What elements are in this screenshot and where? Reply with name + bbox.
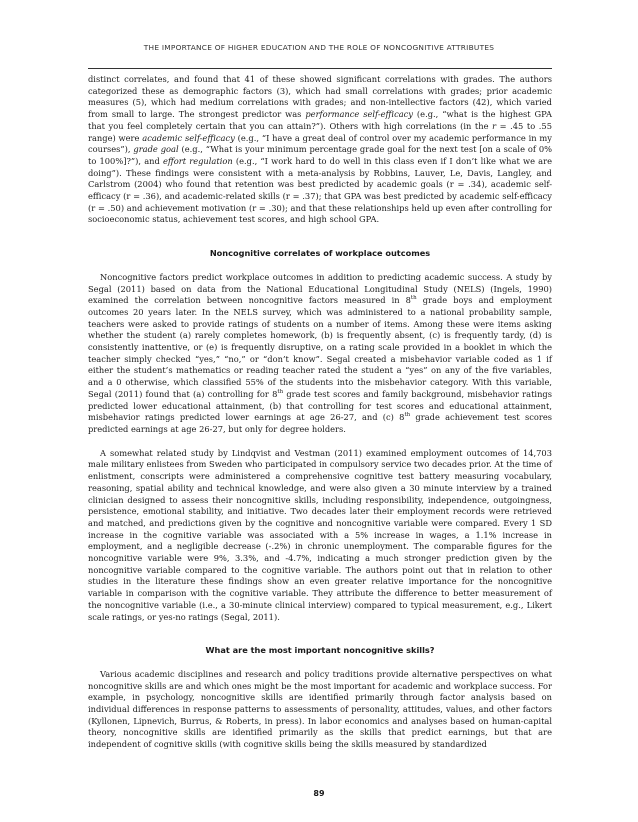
page-number: 89 (313, 789, 325, 798)
header-rule (88, 68, 552, 69)
paragraph-3: A somewhat related study by Lindqvist and Vestman (2011) examined employment outcomes of 14,703 male military enlistees from Sweden who participated in compulsory service two decades prior. At the time of enlistment, conscripts were administered a comprehensive cognitive test battery measuring vocabulary, reasoning, spatial ability and technical knowledge, and were also given a 30 minute interview by a trained clinician designed to assess their noncognitive skills, including responsibility, independence, outgoingness, persistence, emotional stability, and initiative. Two decades later their employment records were retrieved and matched, and predictions given by the cognitive and noncognitive variable were compared. Every 1 SD increase in the cognitive variable was associated with a 5% increase in wages, a 1.1% increase in employment, and a negligible decrease (-.2%) in chronic unemployment. The comparable figures for the noncognitive variable were 9%, 3.3%, and -4.7%, indicating a much stronger prediction given by the noncognitive variable compared to the cognitive variable. The authors point out that in relation to other studies in the literature these findings show an even greater relative importance for the noncognitive variable in comparison with the cognitive variable. They attribute the difference to better measurement of the noncognitive variable (i.e., a 30-minute clinical interview) compared to typical measurement, e.g., Likert scale ratings, or yes-no ratings (Segal, 2011). (88, 447, 552, 622)
paragraph-2: Noncognitive factors predict workplace outcomes in addition to predicting academic success. A study by Segal (2011) based on data from the National Educational Longitudinal Study (NELS) (Ingels, 1990) examined the correlation between noncognitive factors measured in 8th grade boys and employment outcomes 20 years later. In the NELS survey, which was administered to a national probability sample, teachers were asked to provide ratings of students on a number of items. Among these were items asking whether the student (a) rarely completes homework, (b) is frequently absent, (c) is frequently tardy, (d) is consistently inattentive, or (e) is frequently disruptive, on a rating scale provided in a booklet in which the teacher simply checked “yes,” “no,” or “don’t know”. Segal created a misbehavior variable coded as 1 if either the student’s mathematics or reading teacher rated the student a “yes” on any of the five variables, and a 0 otherwise, which classified 55% of the students into the misbehavior category. With this variable, Segal (2011) found that (a) controlling for 8th grade test scores and family background, misbehavior ratings predicted lower educational attainment, (b) that controlling for test scores and educational attainment, misbehavior ratings predicted lower earnings at age 26-27, and (c) 8th grade achievement test scores predicted earnings at age 26-27, but only for degree holders. (88, 271, 552, 434)
section-heading-workplace: Noncognitive correlates of workplace outcomes (209, 248, 431, 259)
section-heading-skills: What are the most important noncognitive skills? (205, 645, 435, 656)
paragraph-1: distinct correlates, and found that 41 of these showed significant correlations with grades. The authors categorized these as demographic factors (3), which had small correlations with grades; prior academic measures (5), which had medium correlations with grades; and non-intellective factors (42), which varied from small to large. The strongest predictor was performance self-efficacy (e.g., “what is the highest GPA that you feel completely certain that you can attain?”). Others with high correlations (in the r = .45 to .55 range) were academic self-efficacy (e.g., “I have a great deal of control over my academic performance in my courses”), grade goal (e.g., “What is your minimum percentage grade goal for the next test [on a scale of 0% to 100%]?”), and effort regulation (e.g., “I work hard to do well in this class even if I don’t like what we are doing”). These findings were consistent with a meta-analysis by Robbins, Lauver, Le, Davis, Langley, and Carlstrom (2004) who found that retention was best predicted by academic goals (r = .34), academic self-efficacy (r = .36), and academic-related skills (r = .37); that GPA was best predicted by academic self-efficacy (r = .50) and achievement motivation (r = .30); and that these relationships held up even after controlling for socioeconomic status, achievement test scores, and high school GPA. (88, 74, 552, 225)
body-text (88, 74, 552, 751)
running-head: THE IMPORTANCE OF HIGHER EDUCATION AND THE ROLE OF NONCOGNITIVE ATTRIBUTES (143, 43, 495, 52)
paragraph-4: Various academic disciplines and research and policy traditions provide alternative perspectives on what noncognitive skills are and which ones might be the most important for academic and workplace success. For example, in psychology, noncognitive skills are identified primarily through factor analysis based on individual differences in response patterns to assessments of personality, attitudes, values, and other factors (Kyllonen, Lipnevich, Burrus, & Roberts, in press). In labor economics and analyses based on human-capital theory, noncognitive skills are identified primarily as the skills that predict earnings, but that are independent of cognitive skills (with cognitive skills being the skills measured by standardized (88, 668, 552, 750)
